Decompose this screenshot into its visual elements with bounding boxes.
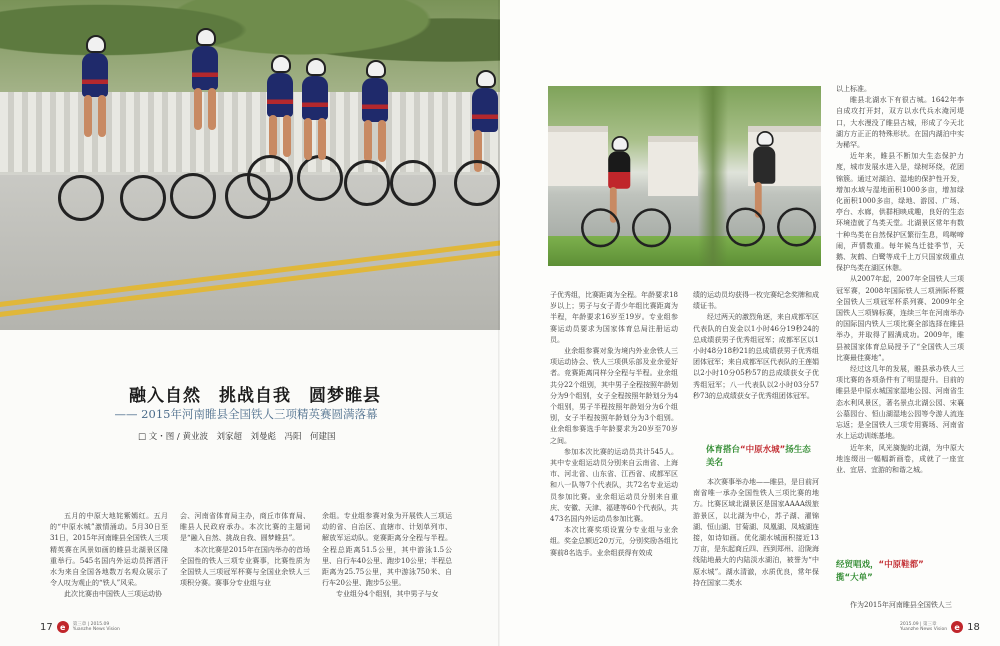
page-number: 18 [967,621,980,633]
paragraph: 本次比赛是2015年在国内举办的首场全国性的铁人三项专业赛事，比赛性质为全国铁人三项冠军杯赛与全国业余铁人三项积分赛。赛事分专业组与业 [180,545,310,588]
magazine-logo-icon: e [951,621,963,633]
page-number: 17 [40,621,53,633]
text-column-2 [180,511,310,615]
text-column-3 [322,511,452,615]
article-credits: □ 文・图 / 黄业波 刘家超 刘曼彪 冯阳 何建国 [138,432,336,442]
paragraph: 以上标准。 [836,85,871,93]
heading-part: 体育搭台 [706,445,741,455]
magazine-name [73,622,120,632]
paragraph: 五月的中原大地姹紫嫣红。五月的“中原水城”激情涌动。5月30日至31日，2015年河南睢县全国铁人三项精英赛在风景如画的睢县北湖景区隆重举行。545名国内外运动员挥洒汗水为来自全国各地数万名观众展示了令人叹为观止的“铁人”风采。 [50,512,168,588]
paragraph: 作为2015年河南睢县全国铁人三 [850,601,952,609]
heading-highlight: “中原鞋都” [878,560,924,570]
heading-part: 揽“大单” [836,573,873,583]
heading-highlight: “中原水城” [740,445,786,455]
magazine-logo-icon: e [57,621,69,633]
magazine-issue: 2015.09 | 第三章 [900,622,937,627]
text-column-6 [693,477,819,617]
paragraph: 子优秀组，比赛距离为全程。年龄要求18岁以上；男子与女子青少年组比赛距离为半程，年龄要求16岁至19岁。专业组参赛运动员要求为国家体育总局注册运动员。 [550,291,678,344]
paragraph: 参加本次比赛的运动员共计545人。其中专业组运动员分别来自云南省、上海市、河北省、山东省、江西省、成都军区和八一队等7个代表队，共72名专业运动员参加比赛。业余组运动员分别来自重庆、安徽、天津、福建等60个代表队，共473名国内外运动员参加比赛。 [550,447,678,524]
paragraph: 经过两天的激烈角逐，来自成都军区代表队的白发金以1小时46分19秒24的总成绩获男子优秀组冠军；成都军区以1小时48分18秒21的总成绩获男子优秀组团体冠军；来自成都军区代表队的王莲娟以2小时10分05秒57的总成绩获女子优秀组冠军；八一代表队以2小时03分57秒73的总成绩获女子优秀组团体冠军。 [693,313,819,400]
section-heading-trade [836,559,964,585]
text-column-5 [693,290,819,425]
heading-part: 扬生态美名 [706,445,811,468]
magazine-name [900,622,947,632]
paragraph-start: 近年来， [850,443,879,452]
paragraph: 经过这几年的发展，睢县承办铁人三项比赛的各项条件有了明显提升。目前的睢县是中原水城国家湿地公园、河南省生态水利风景区，著名景点北湖公园、宋襄公墓园台、恒山湖湿地公园等令游人流连忘返；是全国铁人三项专用赛场、河南省水上运动训练基地。 [836,365,964,441]
text-column-8 [836,600,964,614]
paragraph: 此次比赛由中国铁人三项运动协 [64,590,162,599]
section-heading-sports [706,444,818,470]
paragraph: 从2007年起，2007年全国铁人三项冠军赛，2008年国际铁人三项洲际杯暨全国铁人三项冠军杯系列赛、2009年全国铁人三项锦标赛，连续三年在河南举办的国际国内铁人三项比赛全部选择在睢县举办，并取得了圆满成功。2009年，睢县被国家体育总局授予了“全国铁人三项比赛最佳赛地”。 [836,275,964,362]
paragraph: 睢县北湖水下有很古城。1642年李自成攻打开封，双方以水代兵水淹河堤口，大水漫没了睢县古城，形成了今天北湖方方正正的特殊形状。在国内湖泊中实为稀罕。 [836,96,964,150]
triathlon-cyclists-photo [548,86,821,266]
text-column-7 [836,84,964,554]
paragraph [836,443,964,477]
paragraph: 业余组参赛对象为境内外业余铁人三项运动协会、铁人三项俱乐部及业余爱好者。竞赛距离同样分全程与半程。业余组共分22个组别，其中男子全程按照年龄划分为9个组别，女子全程按照年龄划分为4个组别，男子半程按照年龄划分为6个组别，女子半程按照年龄划分为3个组别。业余组参赛选手年龄要求为20岁至70岁之间。 [550,347,678,445]
magazine-title-en: Yuanzhe News Vision [72,627,120,632]
right-page-footer [900,620,980,634]
left-page-footer [40,620,120,634]
magazine-issue: 第三章 | 2015.09 [72,622,110,627]
paragraph: 会、河南省体育局主办，商丘市体育局、睢县人民政府承办。本次比赛的主题词是“融入自然、挑战自我、圆梦睢县”。 [180,512,310,543]
paragraph: 本次赛事举办地——睢县，是目前河南省唯一承办全国性铁人三项比赛的地方。比赛区域北湖景区是国家AAAA级旅游景区，以北湖为中心，苏子湖、濯锦湖、恒山湖、甘菊湖、凤凰湖、凤城湖连接，如诗如画。优化湖水城面积接近13万亩，是东起商丘四、西到郑州、沿陇海线陆地最大的内陆淡水湖泊，被誉为“中原水城”。湖水清澈，水质优良，常年保持在国家二类水 [693,478,819,587]
paragraph-rest: 风光旖旎的北湖，为中原大地连缀出一幅幅新画卷，成就了一座宜业、宜居、宜游的和谐之城。 [836,443,964,474]
paragraph: 专业组分4个组别，其中男子与女 [336,590,439,599]
heading-part: 经贸唱戏， [836,560,879,570]
cycling-peloton-photo [0,0,500,330]
text-column-4 [550,290,678,618]
paragraph: 本次比赛奖项设置分专业组与业余组。奖金总额近20万元，分别奖励各组比赛前8名选手。业余组获得有效成 [550,526,678,557]
paragraph: 余组。专业组参赛对象为开展铁人三项运动的省、自治区、直辖市、计划单列市、解放军运动队。竞赛距离分全程与半程。全程总距离51.5公里，其中游泳1.5公里、自行车40公里、跑步10公里；半程总距离为25.75公里，其中游泳750米、自行车20公里、跑步5公里。 [322,512,452,588]
text-column-1 [50,511,168,615]
article-subtitle: —— 2015年河南睢县全国铁人三项精英赛圆满落幕 [114,407,378,421]
magazine-title-en: Yuanzhe News Vision [900,627,948,632]
paragraph: 绩的运动员均获得一枚完赛纪念奖牌和成绩证书。 [693,291,819,311]
article-title: 融入自然 挑战自我 圆梦睢县 [129,386,381,406]
paragraph: 近年来，睢县不断加大生态保护力度，城市发展水进入是，绿树环绕，花团锦簇。通过对湖泊、湿地的保护性开发，增加水域与湿地面积1000多亩，增加绿化面积1000多亩，绿地、游园、广场、亭台、水廊，供群相映成趣，良好的生态环境造就了鸟类天堂。北湖景区常年有数十种鸟类在自然保护区繁衍生息，鸣啭啼闹，声情数重。每年候鸟迁徙季节，天鹅、灰鹤、白鹭等成千上万只国家级重点保护鸟类在湖区休憩。 [836,152,964,273]
